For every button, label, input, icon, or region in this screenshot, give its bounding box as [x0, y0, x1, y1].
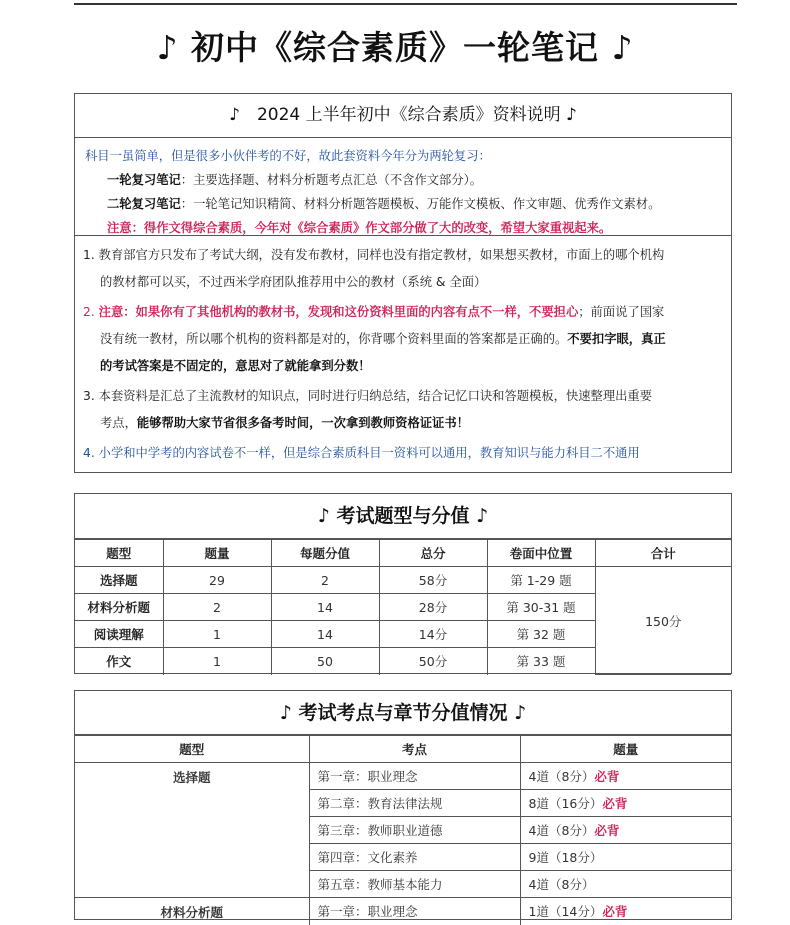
note-2 — [83, 299, 723, 380]
count-text: 8道（16分） — [528, 796, 603, 811]
table-cell: 28分 — [379, 594, 487, 621]
note-text: 教育部官方只发布了考试大纲，没有发布教材，同样也没有指定教材，如果想买教材，市面上的哪个机构 — [98, 248, 665, 262]
note-text: 本套资料是汇总了主流教材的知识点，同时进行归纳总结，结合记忆口诀和答题模板，快速整理出重要 — [98, 389, 653, 403]
note-line — [83, 410, 723, 437]
note-4 — [83, 440, 723, 467]
table-header: 考点 — [309, 736, 520, 763]
group-cell: 材料分析题 — [75, 898, 309, 925]
table-row — [75, 567, 731, 594]
count-cell — [520, 844, 731, 871]
exam-types-box — [74, 493, 732, 674]
table-cell: 1 — [163, 648, 271, 675]
note-1 — [83, 242, 723, 296]
note-number: 4. — [83, 446, 95, 460]
note-3 — [83, 383, 723, 437]
table-cell: 50 — [271, 648, 379, 675]
table-cell: 第 1-29 题 — [487, 567, 595, 594]
count-cell — [520, 898, 731, 925]
table-cell: 2 — [271, 567, 379, 594]
round2-line — [85, 192, 721, 216]
table-row — [75, 763, 731, 790]
must-badge: 必背 — [602, 904, 628, 920]
point-cell: 第一章：职业理念 — [309, 898, 520, 925]
note-highlight: 注意：如果你有了其他机构的教材书，发现和这份资料里面的内容有点不一样，不要担心 — [98, 305, 579, 319]
section-title: ♪ 考试题型与分值 ♪ — [75, 494, 731, 539]
note-bold: 能够帮助大家节省很多备考时间，一次拿到教师资格证证书！ — [136, 416, 469, 430]
table-header: 合计 — [595, 540, 731, 567]
note-number: 2. — [83, 305, 95, 319]
page-title: ♪ 初中《综合素质》一轮笔记 ♪ — [156, 28, 634, 67]
note-bold: 不要扣字眼，真正 — [567, 332, 666, 346]
count-cell — [520, 790, 731, 817]
point-cell: 第二章：教育法律法规 — [309, 790, 520, 817]
note-bold: 的考试答案是不固定的，意思对了就能拿到分数！ — [100, 359, 371, 373]
table-header: 题量 — [520, 736, 731, 763]
round1-line — [85, 168, 721, 192]
count-cell — [520, 871, 731, 898]
group-cell: 选择题 — [75, 763, 309, 898]
note-text: 的教材都可以买，不过西米学府团队推荐用中公的教材（系统 & 全面） — [100, 275, 487, 289]
point-cell: 第一章：职业理念 — [309, 763, 520, 790]
round1-text: ：主要选择题、材料分析题考点汇总（不含作文部分）。 — [180, 173, 483, 187]
table-cell: 材料分析题 — [75, 594, 163, 621]
table-cell: 14 — [271, 594, 379, 621]
table-header-row — [75, 736, 731, 763]
table-cell: 作文 — [75, 648, 163, 675]
intro-block — [75, 138, 731, 236]
section-title: ♪ 考试考点与章节分值情况 ♪ — [75, 691, 731, 735]
note-text: ；前面说了国家 — [578, 305, 665, 319]
table-cell: 14 — [271, 621, 379, 648]
note-number: 1. — [83, 248, 95, 262]
table-header: 总分 — [379, 540, 487, 567]
count-text: 1道（14分） — [528, 904, 603, 920]
table-cell: 14分 — [379, 621, 487, 648]
table-cell: 50分 — [379, 648, 487, 675]
point-cell: 第四章：文化素养 — [309, 844, 520, 871]
table-cell: 阅读理解 — [75, 621, 163, 648]
round2-label: 二轮复习笔记 — [107, 197, 181, 211]
table-cell: 第 32 题 — [487, 621, 595, 648]
intro-line: 科目一虽简单，但是很多小伙伴考的不好，故此套资料今年分为两轮复习： — [85, 149, 491, 163]
point-cell: 第三章：教师职业道德 — [309, 817, 520, 844]
point-cell: 第五章：教师基本能力 — [309, 871, 520, 898]
count-text: 9道（18分） — [528, 850, 603, 865]
note-text: 小学和中学考的内容试卷不一样，但是综合素质科目一资料可以通用，教育知识与能力科目二不通用 — [98, 446, 640, 460]
notes-list — [75, 236, 731, 467]
table-header: 题型 — [75, 540, 163, 567]
note-line — [83, 326, 723, 353]
table-header-row — [75, 540, 731, 567]
table-row — [75, 898, 731, 925]
table-cell: 1 — [163, 621, 271, 648]
exam-points-table — [75, 735, 731, 925]
must-badge: 必背 — [602, 796, 628, 811]
notice-line: 注意：得作文得综合素质，今年对《综合素质》作文部分做了大的改变，希望大家重视起来。 — [107, 221, 612, 235]
count-text: 4道（8分） — [528, 823, 595, 838]
note-text: 没有统一教材，所以哪个机构的资料都是对的，你背哪个资料里面的答案都是正确的。 — [100, 332, 568, 346]
table-cell: 第 33 题 — [487, 648, 595, 675]
table-header: 题量 — [163, 540, 271, 567]
materials-explanation-box — [74, 93, 732, 473]
note-number: 3. — [83, 389, 95, 403]
table-cell: 29 — [163, 567, 271, 594]
table-cell: 第 30-31 题 — [487, 594, 595, 621]
table-header: 题型 — [75, 736, 309, 763]
section-title: ♪ 2024 上半年初中《综合素质》资料说明 ♪ — [75, 94, 731, 138]
table-cell: 选择题 — [75, 567, 163, 594]
round1-label: 一轮复习笔记 — [107, 173, 181, 187]
must-badge: 必背 — [594, 769, 620, 784]
exam-types-table — [75, 539, 731, 675]
note-text: 考点， — [100, 416, 137, 430]
top-rule — [74, 3, 737, 5]
table-cell: 58分 — [379, 567, 487, 594]
count-text: 4道（8分） — [528, 877, 595, 892]
count-text: 4道（8分） — [528, 769, 595, 784]
table-cell: 2 — [163, 594, 271, 621]
must-badge: 必背 — [594, 823, 620, 838]
exam-points-box — [74, 690, 732, 920]
total-cell: 150分 — [595, 567, 731, 675]
table-header: 卷面中位置 — [487, 540, 595, 567]
count-cell — [520, 763, 731, 790]
table-header: 每题分值 — [271, 540, 379, 567]
round2-text: ：一轮笔记知识精简、材料分析题答题模板、万能作文模板、作文审题、优秀作文素材。 — [180, 197, 661, 211]
count-cell — [520, 817, 731, 844]
